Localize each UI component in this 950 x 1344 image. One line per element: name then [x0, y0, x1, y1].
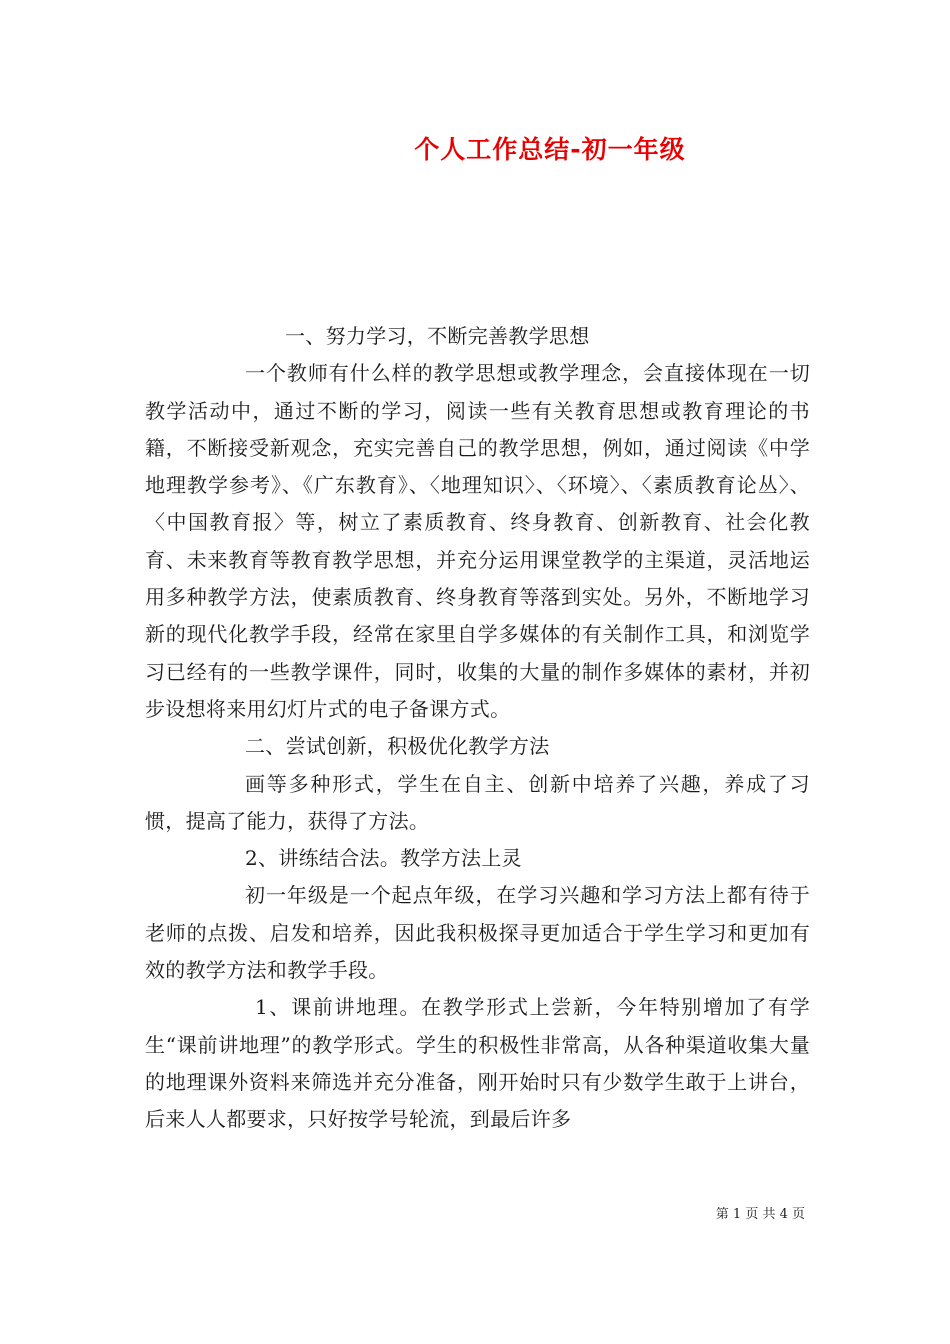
- paragraph-3: 初一年级是一个起点年级，在学习兴趣和学习方法上都有待于老师的点拨、启发和培养，因此我积极探寻更加适合于学生学习和更加有效的教学方法和教学手段。: [145, 883, 810, 983]
- section-heading-2: 二、尝试创新，积极优化教学方法: [245, 734, 550, 759]
- document-title: 个人工作总结-初一年级: [414, 135, 686, 164]
- document-body: [145, 318, 810, 1139]
- subheading-2: 2、讲练结合法。教学方法上灵: [245, 846, 522, 871]
- paragraph-1: 一个教师有什么样的教学思想或教学理念，会直接体现在一切教学活动中，通过不断的学习，阅读一些有关教育思想或教育理论的书籍，不断接受新观念，充实完善自己的教学思想，例如，通过阅读《中学地理教学参考》、《广东教育》、〈地理知识〉、〈环境〉、〈素质教育论丛〉、〈中国教育报〉等，树立了素质教育、终身教育、创新教育、社会化教育、未来教育等教育教学思想，并充分运用课堂教学的主渠道，灵活地运用多种教学方法，使素质教育、终身教育等落到实处。另外，不断地学习新的现代化教学手段，经常在家里自学多媒体的有关制作工具，和浏览学习已经有的一些教学课件，同时，收集的大量的制作多媒体的素材，并初步设想将来用幻灯片式的电子备课方式。: [145, 361, 810, 721]
- page-number-footer: 第 1 页 共 4 页: [715, 1207, 805, 1222]
- paragraph-2: 画等多种形式，学生在自主、创新中培养了兴趣，养成了习惯，提高了能力，获得了方法。: [145, 771, 810, 833]
- section-heading-1: 一、努力学习，不断完善教学思想: [285, 324, 590, 348]
- paragraph-4: 1、课前讲地理。在教学形式上尝新，今年特别增加了有学生“课前讲地理”的教学形式。学生的积极性非常高，从各种渠道收集大量的地理课外资料来筛选并充分准备，刚开始时只有少数学生敢于上讲台，后来人人都要求，只好按学号轮流，到最后许多: [145, 995, 810, 1132]
